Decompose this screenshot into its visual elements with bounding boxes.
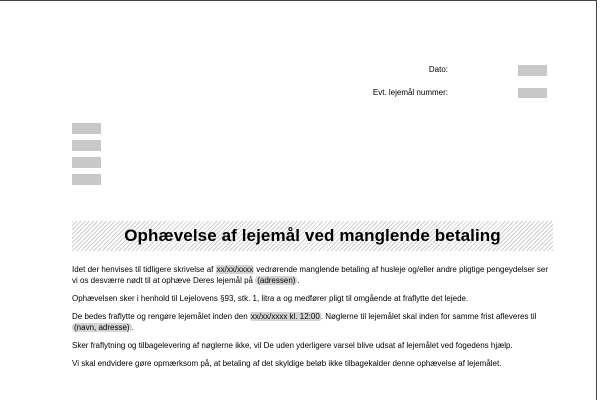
paragraph-1-text-b: vedrørende manglende betaling af husleje og/eller andre pligtige pengeydelser ser vi os desværre nødt til at ophæve Deres lejemål på [72,265,549,285]
page-right-border [596,0,597,400]
date-field[interactable] [518,65,547,76]
date-label: Dato: [428,65,448,74]
key-return-field[interactable]: (navn, adresse) [74,323,130,332]
letter-body [72,264,556,376]
document-title: Ophævelse af lejemål ved manglende betaling [124,226,501,245]
paragraph-3-text-c: . [131,323,134,332]
paragraph-3-text-b: . Nøglerne til lejemålet skal inden for samme frist afleveres til [320,312,537,321]
recipient-field-2[interactable] [72,140,101,151]
paragraph-1-text-a: Idet der henvises til tidligere skrivelse af [72,265,216,274]
lease-number-label: Evt. lejemål nummer: [372,88,448,97]
page-top-border [0,0,596,1]
paragraph-1-text-c: . [297,276,300,285]
lease-number-field[interactable] [518,88,547,98]
paragraph-3 [72,311,556,333]
recipient-field-3[interactable] [72,157,101,168]
recipient-field-1[interactable] [72,123,101,134]
address-field[interactable]: (adressen) [257,276,296,285]
recipient-field-4[interactable] [72,174,101,185]
paragraph-4: Sker fraflytning og tilbagelevering af nøglerne ikke, vil De uden yderligere varsel blive udsat af lejemålet ved fogedens hjælp. [72,341,513,350]
move-out-deadline-field[interactable]: xx/xx/xxxx kl. 12:00 [250,312,320,321]
paragraph-3-text-a: De bedes fraflytte og rengøre lejemålet inden den [72,312,250,321]
paragraph-2: Ophævelsen sker i henhold til Lejelovens §93, stk. 1, litra a og medfører pligt til omgående at fraflytte det lejede. [72,294,469,303]
previous-letter-date-field[interactable]: xx/xx/xxxx [216,265,254,274]
paragraph-5: Vi skal endvidere gøre opmærksom på, at betaling af det skyldige beløb ikke tilbagekalder denne ophævelse af lejemålet. [72,359,502,368]
title-band [72,221,553,251]
paragraph-1 [72,264,556,286]
